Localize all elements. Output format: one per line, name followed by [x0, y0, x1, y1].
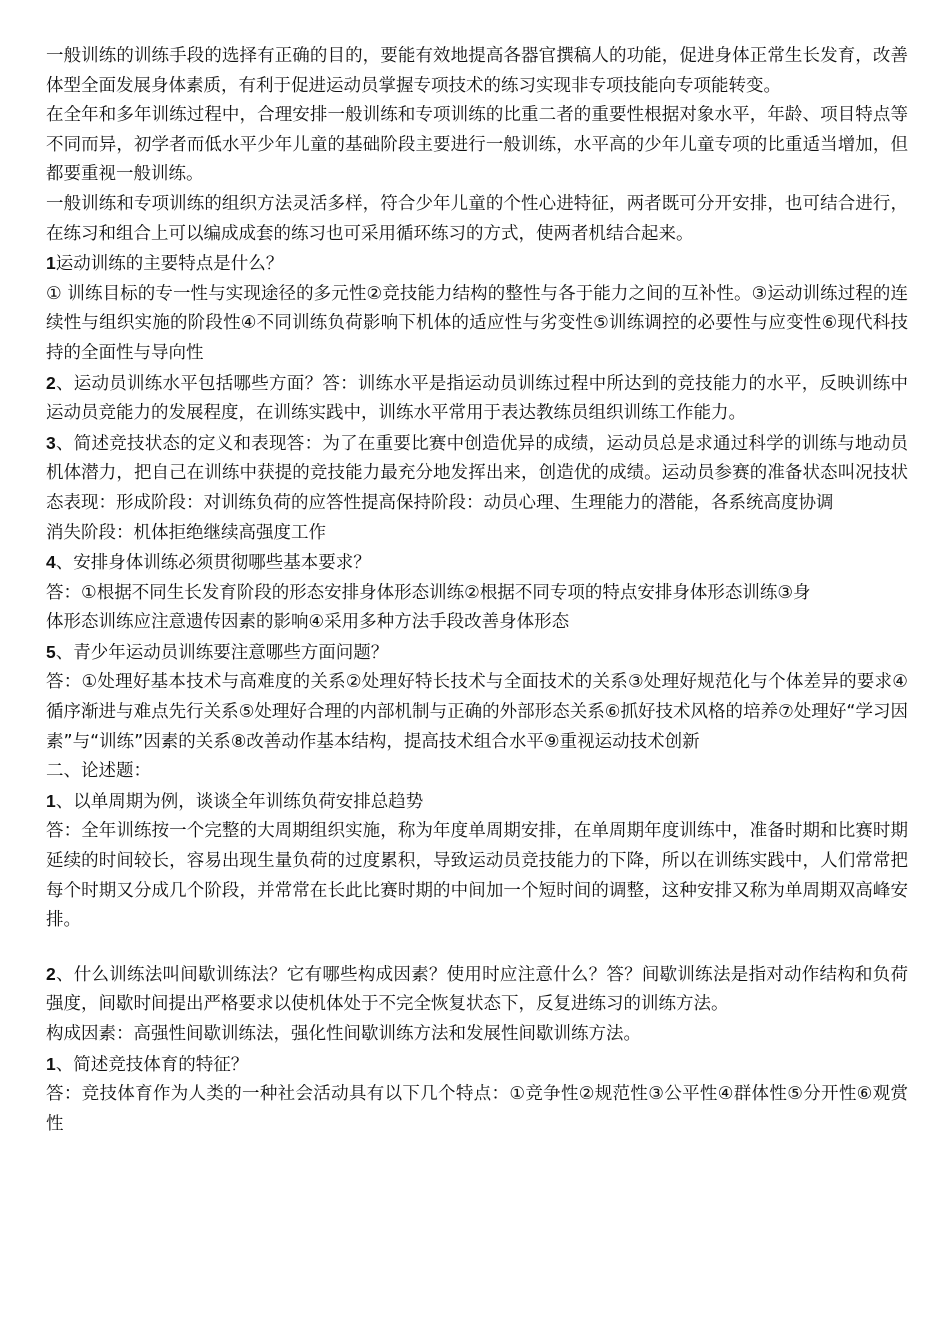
answer-3-continuation: 消失阶段：机体拒绝继续高强度工作: [46, 522, 326, 543]
question-number: 1: [46, 1053, 56, 1074]
question-text: 、安排身体训练必须贯彻哪些基本要求？: [55, 553, 371, 574]
answer-4-line-2: 体形态训练应注意遗传因素的影响④采用多种方法手段改善身体形态: [46, 612, 570, 633]
essay-question-2-paragraph: [46, 960, 908, 1020]
essay-question-1-heading: [46, 787, 908, 818]
essay-answer-1-body: 答：全年训练按一个完整的大周期组织实施，称为年度单周期安排，在单周期年度训练中，准备时期和比赛时期延续的时间较长，容易出现生量负荷的过度累积，导致运动员竞技能力的下降，所以在训练实践中，人们常常把每个时期又分成几个阶段，并常常在长此比赛时期的中间加一个短时间的调整，这种安排又称为单周期双高峰安排。: [46, 821, 908, 931]
question-4-heading: [46, 548, 908, 579]
question-number: 2: [46, 372, 56, 393]
question-text: 、以单周期为例，谈谈全年训练负荷安排总趋势: [55, 791, 424, 812]
question-3-paragraph: [46, 429, 908, 519]
question-competitive-sports-heading: [46, 1050, 908, 1081]
essay-answer-2-factors: 构成因素：高强性间歇训练法，强化性间歇训练方法和发展性间歇训练方法。: [46, 1024, 641, 1044]
answer-competitive-sports-body: 答：竞技体育作为人类的一种社会活动具有以下几个特点：①竞争性②规范性③公平性④群体性⑤分开性⑥观赏性: [46, 1084, 908, 1134]
question-number: 5: [46, 641, 56, 662]
question-text: 、运动员训练水平包括哪些方面？答：训练水平是指运动员训练过程中所达到的竞技能力的水平，反映训练中运动员竞能力的发展程度，在训练实践中，训练水平常用于表达教练员组织训练工作能力。: [46, 373, 908, 424]
question-number: 1: [46, 790, 56, 811]
section-heading-essay: 二、论述题：: [46, 761, 151, 782]
question-text: 、简述竞技状态的定义和表现答：为了在重要比赛中创造优异的成绩，运动员总是求通过科学的训练与地动员机体潜力，把自己在训练中获提的竞技能力最充分地发挥出来，创造优的成绩。运动员参赛的准备状态叫况技状态表现：形成阶段：对训练负荷的应答性提高保持阶段：动员心理、生理能力的潜能，各系统高度协调: [46, 433, 908, 513]
document-page: [46, 42, 908, 1139]
paragraph-training-proportion: 在全年和多年训练过程中，合理安排一般训练和专项训练的比重二者的重要性根据对象水平，年龄、项目特点等不同而异，初学者而低水平少年儿童的基础阶段主要进行一般训练，水平高的少年儿童专项的比重适当增加，但都要重视一般训练。: [46, 105, 908, 185]
answer-1-body: ① 训练目标的专一性与实现途径的多元性②竞技能力结构的整性与各于能力之间的互补性。③运动训练过程的连续性与组织实施的阶段性④不同训练负荷影响下机体的适应性与劣变性⑤训练调控的必要性与应变性⑥现代科技持的全面性与导向性: [46, 283, 908, 363]
blank-spacer: [46, 936, 908, 960]
question-5-heading: [46, 638, 908, 669]
question-number: 2: [46, 963, 56, 984]
question-number: 4: [46, 552, 56, 573]
question-2-paragraph: [46, 369, 908, 429]
answer-5-body: 答：①处理好基本技术与高难度的关系②处理好特长技术与全面技术的关系③处理好规范化与个体差异的要求④循序渐进与难点先行关系⑤处理好合理的内部机制与正确的外部形态关系⑥抓好技术风格的培养⑦处理好“学习因素”与“训练”因素的关系⑧改善动作基本结构，提高技术组合水平⑨重视运动技术创新: [46, 672, 908, 752]
question-number: 1: [46, 253, 56, 274]
question-1-heading: [46, 249, 908, 280]
question-text: 、青少年运动员训练要注意哪些方面问题？: [55, 642, 389, 663]
question-text: 、什么训练法叫间歇训练法？它有哪些构成因素？使用时应注意什么？答？间歇训练法是指对动作结构和负荷强度，间歇时间提出严格要求以使机体处于不完全恢复状态下，反复进练习的训练方法。: [46, 964, 908, 1015]
paragraph-general-training-means: 一般训练的训练手段的选择有正确的目的，要能有效地提高各器官撰稿人的功能，促进身体正常生长发育，改善体型全面发展身体素质，有利于促进运动员掌握专项技术的练习实现非专项技能向专项能转变。: [46, 46, 908, 96]
question-text: 、简述竞技体育的特征？: [55, 1054, 249, 1075]
question-text: 运动训练的主要特点是什么？: [55, 254, 284, 275]
answer-4-line-1: 答：①根据不同生长发育阶段的形态安排身体形态训练②根据不同专项的特点安排身体形态训练③身: [46, 582, 811, 603]
paragraph-organization-methods: 一般训练和专项训练的组织方法灵活多样，符合少年儿童的个性心进特征，两者既可分开安排，也可结合进行，在练习和组合上可以编成成套的练习也可采用循环练习的方式，使两者机结合起来。: [46, 193, 908, 244]
question-number: 3: [46, 432, 56, 453]
